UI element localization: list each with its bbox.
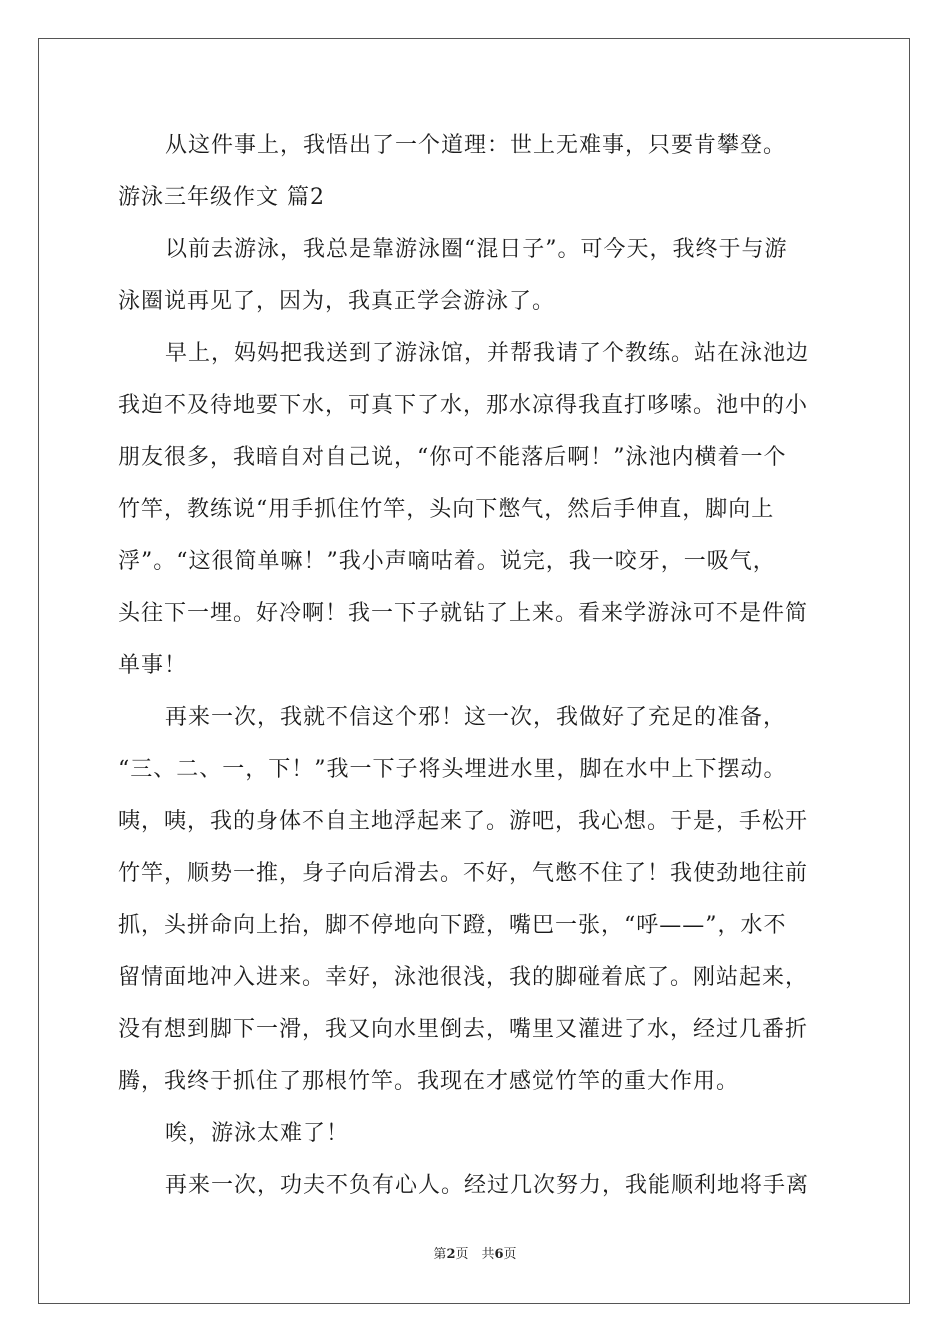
paragraph-line: 腾，我终于抓住了那根竹竿。我现在才感觉竹竿的重大作用。 — [118, 1069, 740, 1094]
paragraph-conclusion: 从这件事上，我悟出了一个道理：世上无难事，只要肯攀登。 — [165, 133, 787, 158]
document-body — [118, 126, 834, 1218]
paragraph-line: 浮”。“这很简单嘛！”我小声嘀咕着。说完，我一咬牙，一吸气， — [118, 549, 776, 574]
paragraph-line: 再来一次，我就不信这个邪！这一次，我做好了充足的准备， — [165, 705, 787, 730]
paragraph-line: 头往下一埋。好冷啊！我一下子就钻了上来。看来学游泳可不是件简 — [118, 601, 809, 626]
footer-page-prefix: 第 — [433, 1247, 447, 1262]
paragraph-line: 咦，咦，我的身体不自主地浮起来了。游吧，我心想。于是，手松开 — [118, 809, 809, 834]
paragraph-line: 以前去游泳，我总是靠游泳圈“混日子”。可今天，我终于与游 — [165, 237, 788, 262]
paragraph-line: 我迫不及待地要下水，可真下了水，那水凉得我直打哆嗦。池中的小 — [118, 393, 809, 418]
footer-page-mid: 页 共 — [455, 1247, 495, 1262]
paragraph-2 — [118, 334, 834, 698]
footer-page-total: 6 — [494, 1247, 504, 1262]
paragraph-line: 没有想到脚下一滑，我又向水里倒去，嘴里又灌进了水，经过几番折 — [118, 1017, 809, 1042]
paragraph-line: “三、二、一，下！”我一下子将头埋进水里，脚在水中上下摆动。 — [118, 757, 787, 782]
paragraph-3 — [118, 698, 834, 1114]
footer-page-current: 2 — [446, 1247, 456, 1262]
page-footer — [0, 1243, 950, 1262]
paragraph-line: 留情面地冲入进来。幸好，泳池很浅，我的脚碰着底了。刚站起来， — [118, 965, 809, 990]
footer-page-suffix: 页 — [503, 1247, 517, 1262]
paragraph-line: 单事！ — [118, 653, 188, 678]
paragraph-line: 竹竿，教练说“用手抓住竹竿，头向下憋气，然后手伸直，脚向上 — [118, 497, 775, 522]
paragraph-line: 泳圈说再见了，因为，我真正学会游泳了。 — [118, 289, 556, 314]
paragraph-line: 竹竿，顺势一推，身子向后滑去。不好，气憋不住了！我使劲地往前 — [118, 861, 809, 886]
paragraph-5: 再来一次，功夫不负有心人。经过几次努力，我能顺利地将手离 — [165, 1173, 810, 1198]
paragraph-line: 早上，妈妈把我送到了游泳馆，并帮我请了个教练。站在泳池边 — [165, 341, 810, 366]
paragraph-4: 唉，游泳太难了！ — [165, 1121, 350, 1146]
section-heading: 游泳三年级作文 篇2 — [118, 185, 325, 210]
paragraph-1 — [118, 230, 834, 334]
paragraph-line: 抓，头拼命向上抬，脚不停地向下蹬，嘴巴一张，“呼——”，水不 — [118, 913, 787, 938]
paragraph-line: 朋友很多，我暗自对自己说，“你可不能落后啊！”泳池内横着一个 — [118, 445, 787, 470]
